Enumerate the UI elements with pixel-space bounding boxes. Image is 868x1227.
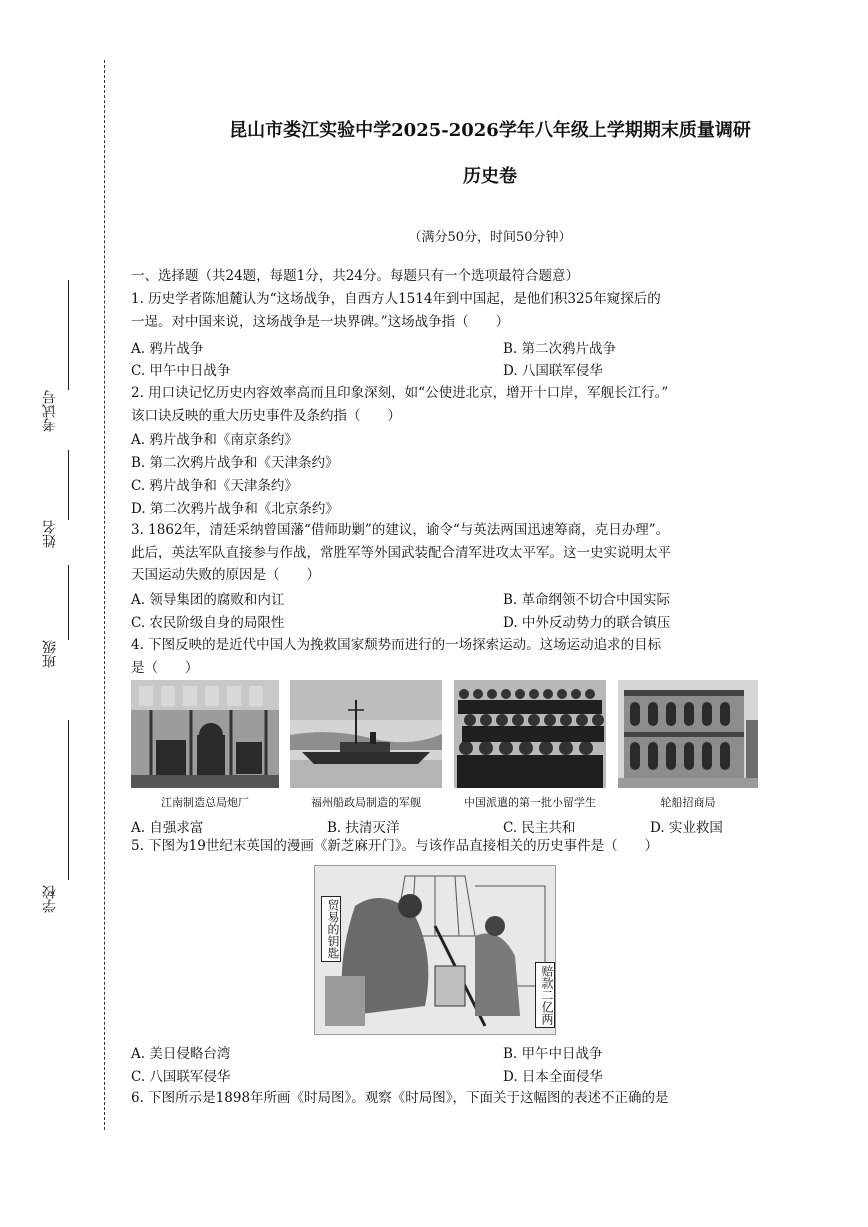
caption-jiangnan-arsenal: 江南制造总局炮厂 (161, 796, 249, 809)
q1-option-d[interactable]: D. 八国联军侵华 (503, 363, 603, 379)
photo-fuzhou-warship (290, 680, 442, 788)
q5-stem: 5. 下图为19世纪末英国的漫画《新芝麻开门》。与该作品直接相关的历史事件是（ ） (131, 838, 659, 854)
cartoon-key-text: 贸易的钥匙 (326, 899, 340, 959)
exam-subject: 历史卷 (463, 166, 517, 187)
q3-stem-1: 3. 1862年，清廷采纳曾国藩“借师助剿”的建议，谕令“与英法两国迅速筹商，克日办理”。 (131, 522, 670, 538)
caption-china-merchants: 轮船招商局 (660, 796, 716, 809)
exam-no-line (68, 280, 69, 390)
exam-title: 昆山市娄江实验中学2025-2026学年八年级上学期期末质量调研 (229, 120, 751, 141)
school-line (68, 720, 69, 880)
q5-option-c[interactable]: C. 八国联军侵华 (131, 1069, 231, 1085)
field-name[interactable] (40, 450, 90, 570)
name-label: 姓名 (42, 520, 58, 548)
q1-option-b[interactable]: B. 第二次鸦片战争 (503, 341, 617, 357)
question-4 (131, 634, 741, 679)
q2-option-c[interactable]: C. 鸦片战争和《天津条约》 (131, 478, 298, 494)
q1-stem-2: 一逞。对中国来说，这场战争是一块界碑。”这场战争指（ ） (131, 313, 510, 330)
q1-stem-1: 1. 历史学者陈旭麓认为“这场战争，自西方人1514年到中国起，是他们积325年窥探后的 (131, 291, 661, 307)
q4-option-b[interactable]: B. 扶清灭洋 (327, 820, 400, 836)
q4-option-c[interactable]: C. 民主共和 (503, 820, 576, 836)
question-3 (131, 519, 741, 587)
q4-option-a[interactable]: A. 自强求富 (131, 820, 204, 836)
question-1 (131, 288, 741, 333)
q3-option-d[interactable]: D. 中外反动势力的联合镇压 (503, 615, 671, 631)
caption-fuzhou-warship: 福州船政局制造的军舰 (311, 796, 421, 809)
q2-option-a[interactable]: A. 鸦片战争和《南京条约》 (131, 432, 298, 448)
q3-stem-3: 天国运动失败的原因是（ ） (131, 567, 320, 584)
q1-option-c[interactable]: C. 甲午中日战争 (131, 363, 231, 379)
field-school[interactable] (40, 720, 90, 920)
class-line (68, 565, 69, 640)
q6-stem: 6. 下图所示是1898年所画《时局图》。观察《时局图》，下面关于这幅图的表述不正确的是 (131, 1090, 669, 1106)
exam-no-label: 考试号 (42, 390, 58, 432)
field-class[interactable] (40, 565, 90, 685)
cartoon-new-open-sesame (314, 865, 556, 1035)
section-heading: 一、选择题（共24题，每题1分，共24分。每题只有一个选项最符合题意） (131, 268, 579, 284)
binding-dashed-line (104, 60, 105, 1130)
question-5 (131, 835, 771, 858)
exam-info: （满分50分，时间50分钟） (408, 230, 572, 245)
q2-option-d[interactable]: D. 第二次鸦片战争和《北京条约》 (131, 501, 339, 517)
q5-option-d[interactable]: D. 日本全面侵华 (503, 1069, 603, 1085)
q3-option-c[interactable]: C. 农民阶级自身的局限性 (131, 615, 285, 631)
q3-stem-2: 此后，英法军队直接参与作战，常胜军等外国武装配合清军进攻太平军。这一史实说明太平 (131, 544, 671, 561)
question-2 (131, 382, 741, 427)
q2-stem-2: 该口诀反映的重大历史事件及条约指（ ） (131, 407, 401, 424)
name-line (68, 450, 69, 520)
photo-jiangnan-arsenal (131, 680, 279, 788)
q5-option-a[interactable]: A. 美日侵略台湾 (131, 1046, 231, 1062)
q4-option-d[interactable]: D. 实业救国 (650, 820, 723, 836)
photo-china-merchants (618, 680, 758, 788)
question-6 (131, 1087, 771, 1110)
q4-stem-1: 4. 下图反映的是近代中国人为挽救国家颓势而进行的一场探索运动。这场运动追求的目标 (131, 637, 662, 653)
q2-stem-1: 2. 用口诀记忆历史内容效率高而且印象深刻，如“公使进北京，增开十口岸，军舰长江行。” (131, 385, 669, 401)
q4-stem-2: 是（ ） (131, 659, 199, 676)
class-label: 班级 (42, 640, 58, 668)
q2-option-b[interactable]: B. 第二次鸦片战争和《天津条约》 (131, 455, 339, 471)
q3-option-b[interactable]: B. 革命纲领不切合中国实际 (503, 592, 671, 608)
caption-first-students: 中国派遣的第一批小留学生 (464, 796, 596, 809)
photo-first-students (454, 680, 606, 788)
q5-option-b[interactable]: B. 甲午中日战争 (503, 1046, 603, 1062)
field-exam-no[interactable] (40, 280, 90, 440)
cartoon-indemnity-label (535, 962, 555, 1028)
q3-option-a[interactable]: A. 领导集团的腐败和内讧 (131, 592, 285, 608)
cartoon-indemnity-text: 赔款二亿两 (540, 965, 554, 1025)
q1-option-a[interactable]: A. 鸦片战争 (131, 341, 204, 357)
cartoon-key-label (321, 896, 341, 962)
school-label: 学校 (42, 885, 58, 913)
